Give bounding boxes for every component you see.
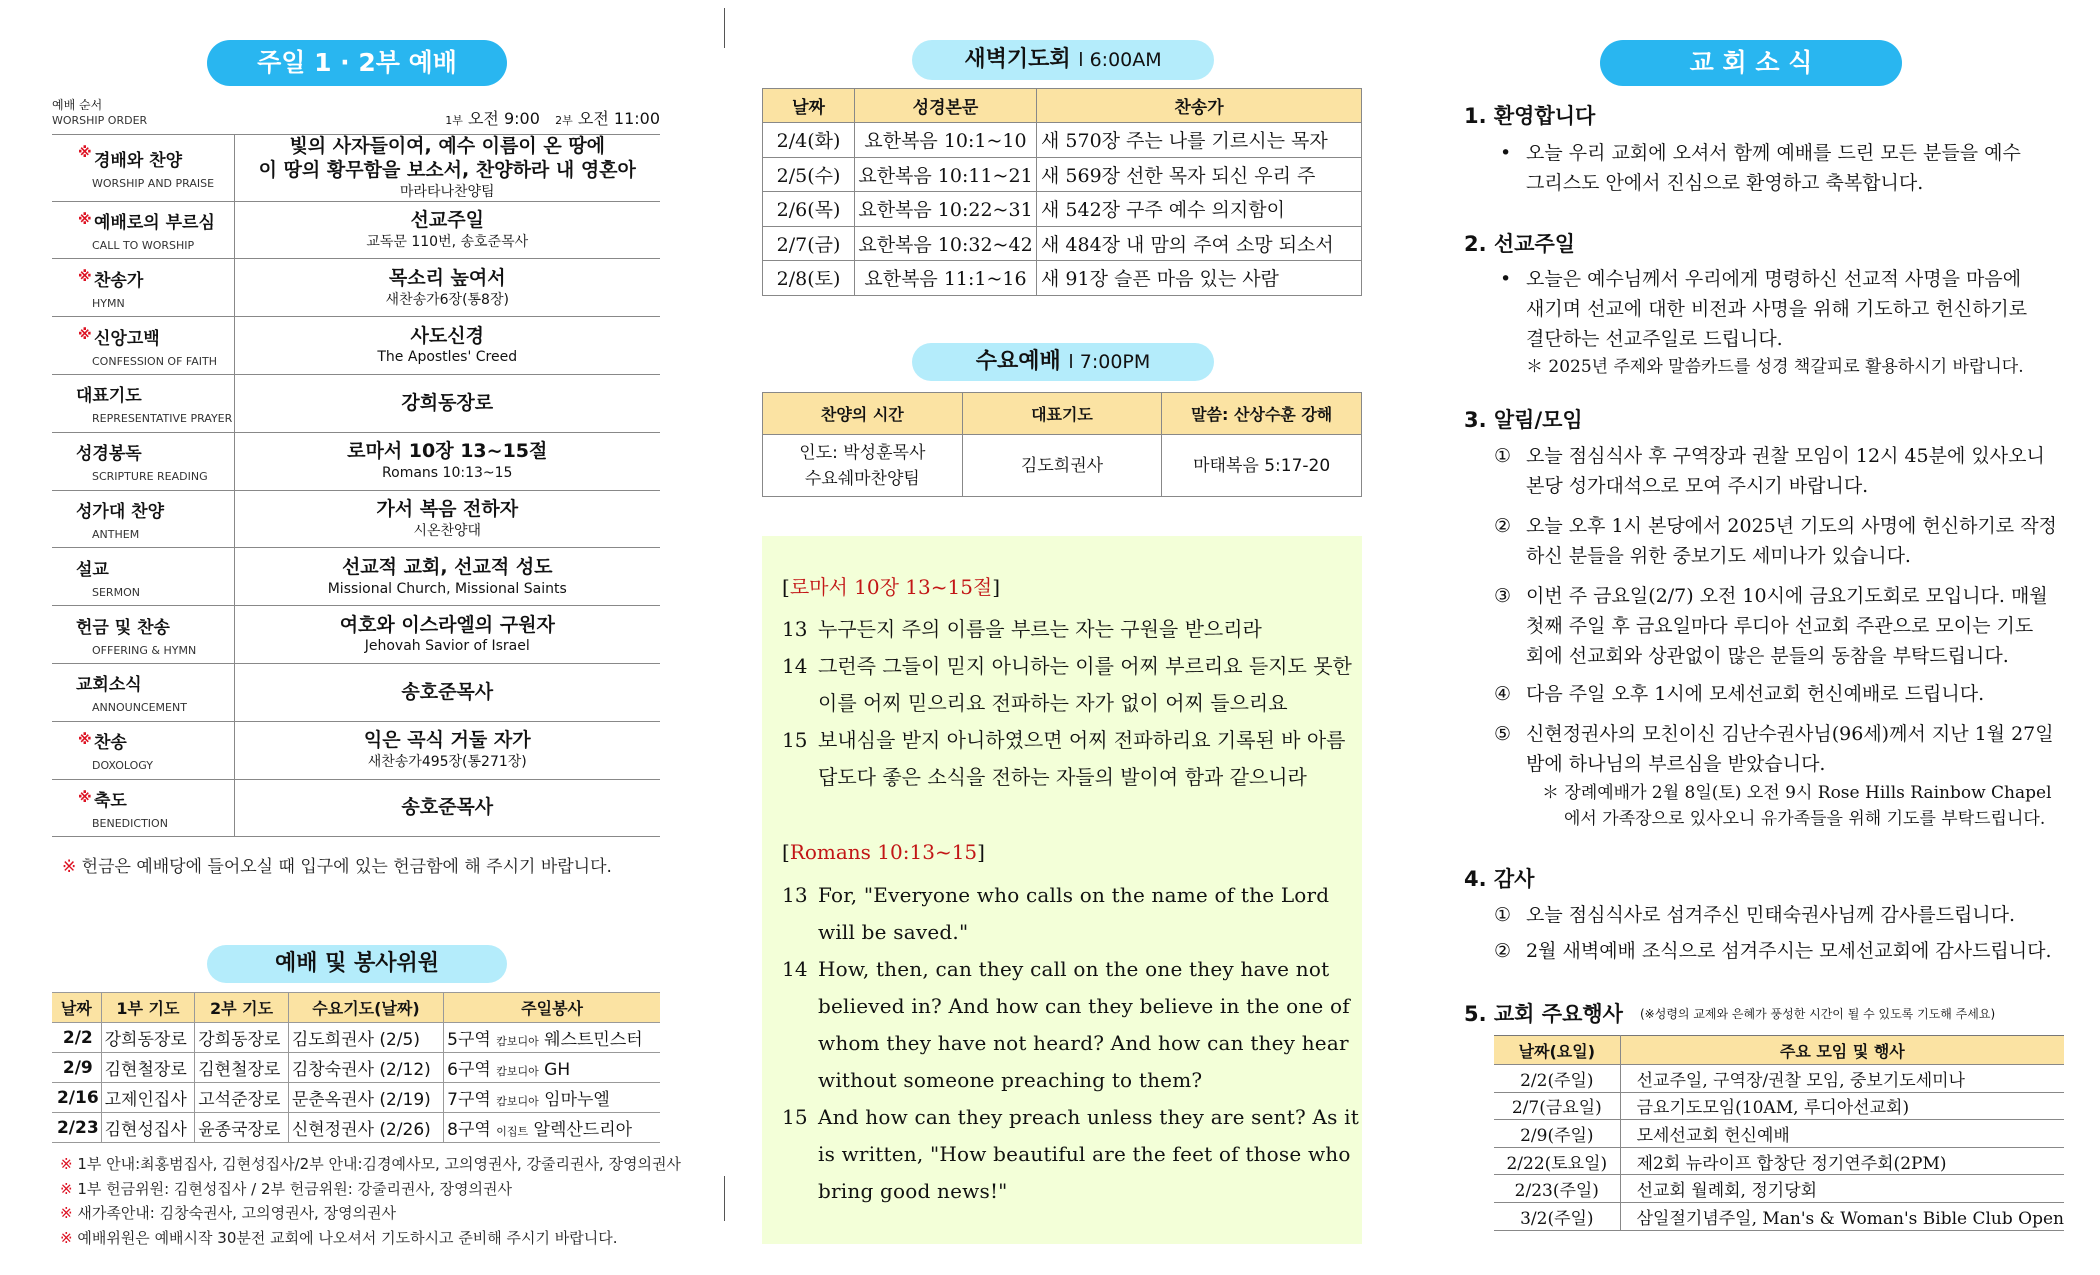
verse-text: 이를 어찌 믿으리요 전파하는 자가 없이 어찌 들으리요 xyxy=(818,691,1288,715)
table-row xyxy=(52,1023,660,1053)
order-content xyxy=(234,375,660,433)
cell-service xyxy=(444,1053,660,1083)
cell-wed-prayer: 김창숙권사 (2/12) xyxy=(288,1053,443,1083)
kr-reference xyxy=(782,571,1000,600)
column-header: 찬양의 시간 xyxy=(763,393,963,435)
cell-event: 선교회 월례회, 정기당회 xyxy=(1620,1175,2064,1203)
order-label-en: ANNOUNCEMENT xyxy=(92,701,187,715)
table-row xyxy=(763,261,1362,296)
item-number: ③ xyxy=(1494,585,1512,607)
verse-text: whom they have not heard? And how can they hear xyxy=(818,1031,1349,1055)
order-row xyxy=(52,135,660,202)
order-label xyxy=(52,490,234,548)
worship-order-table xyxy=(52,134,660,837)
order-label-kr: 예배로의 부르심 xyxy=(94,213,215,234)
column-header: 날짜(요일) xyxy=(1494,1036,1620,1065)
cell-prayer2: 고석준장로 xyxy=(195,1083,289,1113)
order-sub: The Apostles' Creed xyxy=(377,349,518,366)
order-row xyxy=(52,375,660,433)
service-zone: 8구역 xyxy=(447,1120,497,1140)
service-mission: 웨스트민스터 xyxy=(538,1030,643,1050)
news-line: 첫째 주일 후 금요일마다 루디아 선교회 주관으로 모이는 기도 xyxy=(1526,615,2034,637)
section-heading: 2. 선교주일 xyxy=(1464,232,1576,256)
verse-line xyxy=(782,613,1262,642)
column-header: 주요 모임 및 행사 xyxy=(1620,1036,2064,1065)
order-label-kr: 헌금 및 찬송 xyxy=(76,617,170,638)
order-label xyxy=(52,135,234,202)
section-heading: 4. 감사 xyxy=(1464,867,1535,891)
table-row xyxy=(1494,1147,2064,1175)
wednesday-service-title: 수요예배 l 7:00PM xyxy=(912,343,1214,381)
note-mark: ※ xyxy=(60,1179,73,1198)
column-header: 2부 기도 xyxy=(195,993,289,1023)
cell-date: 2/4(화) xyxy=(763,123,855,158)
news-line: 오늘 점심식사 후 구역장과 권찰 모임이 12시 45분에 있사오니 xyxy=(1526,445,2045,467)
news-line: 이번 주 금요일(2/7) 오전 10시에 금요기도회로 모입니다. 매월 xyxy=(1526,585,2048,607)
order-label-en: SERMON xyxy=(92,585,140,599)
service-country: 캄보디아 xyxy=(496,1095,539,1108)
note-text: 1부 헌금위원: 김현성집사 / 2부 헌금위원: 강줄리권사, 장영의권사 xyxy=(72,1179,512,1198)
cell-wed-prayer: 신현정권사 (2/26) xyxy=(288,1113,443,1143)
cell-event: 선교주일, 구역장/권찰 모임, 중보기도세미나 xyxy=(1620,1065,2064,1093)
cell-wed-prayer: 문춘옥권사 (2/19) xyxy=(288,1083,443,1113)
service-country: 이집트 xyxy=(496,1125,529,1138)
committee-note xyxy=(60,1226,681,1251)
events-table xyxy=(1494,1035,2064,1231)
worship-title: 주일 1 · 2부 예배 xyxy=(207,40,507,86)
committee-title: 예배 및 봉사위원 xyxy=(207,945,507,983)
order-label-en: HYMN xyxy=(92,296,125,310)
section-subnote: (※성령의 교제와 은혜가 풍성한 시간이 될 수 있도록 기도해 주세요) xyxy=(1640,1007,1996,1021)
ref-text: Romans 10:13~15 xyxy=(789,840,978,864)
table-row xyxy=(1494,1175,2064,1203)
order-main: 강희동장로 xyxy=(401,391,494,414)
note-text: 새가족안내: 김창숙권사, 고의영권사, 장영의권사 xyxy=(72,1204,397,1222)
cell-date: 2/7(금) xyxy=(763,226,855,261)
table-row xyxy=(1494,1065,2064,1093)
section-heading: 5. 교회 주요행사 xyxy=(1464,1002,1623,1026)
column-header: 날짜 xyxy=(52,993,101,1023)
column-header: 성경본문 xyxy=(855,89,1037,123)
cell-date: 2/16 xyxy=(52,1083,101,1113)
order-main: 빛의 사자들이여, 예수 이름이 온 땅에 xyxy=(289,135,606,157)
order-label-en: REPRESENTATIVE PRAYER xyxy=(92,412,233,426)
order-label-kr: 설교 xyxy=(76,559,109,580)
order-label-en: CALL TO WORSHIP xyxy=(92,239,195,253)
order-sub: 시온찬양대 xyxy=(413,522,482,539)
section-heading: 1. 환영합니다 xyxy=(1464,104,1596,128)
column-header: 1부 기도 xyxy=(101,993,195,1023)
wed-praise: 인도: 박성훈목사 수요쉐마찬양팀 xyxy=(763,435,963,497)
order-main: 익은 곡식 거둘 자가 xyxy=(363,729,531,752)
cell-text: 요한복음 10:1~10 xyxy=(855,123,1037,158)
verse-line xyxy=(782,920,968,944)
note-mark: ※ xyxy=(60,1204,73,1222)
table-row xyxy=(52,1113,660,1143)
order-label xyxy=(52,259,234,317)
order-label-kr: 축도 xyxy=(94,791,127,812)
verse-line xyxy=(782,1105,1359,1129)
order-content xyxy=(234,606,660,664)
bullet: • xyxy=(1500,142,1512,164)
column-separator-bottom xyxy=(724,1176,725,1221)
verse-text: without someone preaching to them? xyxy=(818,1068,1203,1092)
order-label xyxy=(52,432,234,490)
verse-line xyxy=(782,650,1352,679)
order-main: 목소리 높여서 xyxy=(388,266,506,289)
cell-date: 3/2(주일) xyxy=(1494,1202,1620,1230)
verse-text: is written, "How beautiful are the feet of those who xyxy=(818,1142,1351,1166)
star-mark: ※ xyxy=(78,269,92,286)
cell-hymn: 새 570장 주는 나를 기르시는 목자 xyxy=(1037,123,1362,158)
service-country: 캄보디아 xyxy=(496,1065,539,1078)
offering-note: ※ 헌금은 예배당에 들어오실 때 입구에 있는 헌금함에 해 주시기 바랍니다. xyxy=(62,857,612,877)
cell-prayer1: 김현성집사 xyxy=(101,1113,195,1143)
order-label xyxy=(52,375,234,433)
order-content xyxy=(234,664,660,722)
order-main: 선교주일 xyxy=(410,209,484,232)
cell-text: 요한복음 11:1~16 xyxy=(855,261,1037,296)
news-line: 오늘 오후 1시 본당에서 2025년 기도의 사명에 헌신하기로 작정 xyxy=(1526,515,2057,537)
news-line: 회에 선교회와 상관없이 많은 분들의 동참을 부탁드립니다. xyxy=(1526,645,2009,667)
order-content xyxy=(234,201,660,259)
cell-text: 요한복음 10:22~31 xyxy=(855,192,1037,227)
order-row xyxy=(52,664,660,722)
verse-line xyxy=(782,687,1288,716)
table-row xyxy=(763,157,1362,192)
verse-line xyxy=(782,724,1346,753)
news-note: 에서 가족장으로 있사오니 유가족들을 위해 기도를 부탁드립니다. xyxy=(1564,809,2046,829)
cell-date: 2/8(토) xyxy=(763,261,855,296)
dawn-prayer-table xyxy=(762,88,1362,296)
order-label-kr: 신앙고백 xyxy=(94,328,160,349)
verse-line xyxy=(782,1068,1202,1092)
order-label-en: WORSHIP ORDER xyxy=(52,114,148,127)
cell-service xyxy=(444,1113,660,1143)
cell-date: 2/7(금요일) xyxy=(1494,1092,1620,1120)
order-main: 이 땅의 황무함을 보소서, 찬양하라 내 영혼아 xyxy=(258,158,636,181)
column-header: 수요기도(날짜) xyxy=(288,993,443,1023)
verse-text: And how can they preach unless they are sent? As it xyxy=(818,1105,1359,1129)
verse-line xyxy=(782,1179,1008,1203)
order-label xyxy=(52,664,234,722)
cell-prayer1: 강희동장로 xyxy=(101,1023,195,1053)
order-label-kr: 경배와 찬양 xyxy=(94,150,183,171)
cell-prayer2: 윤종국장로 xyxy=(195,1113,289,1143)
verse-line xyxy=(782,761,1307,790)
order-row xyxy=(52,779,660,837)
column-header: 찬송가 xyxy=(1037,89,1362,123)
table-row xyxy=(1494,1092,2064,1120)
item-number: ① xyxy=(1494,445,1512,467)
verse-text: bring good news!" xyxy=(818,1179,1008,1203)
star-mark: ※ xyxy=(78,327,92,344)
order-label xyxy=(52,779,234,837)
verse-text: 답도다 좋은 소식을 전하는 자들의 발이여 함과 같으니라 xyxy=(818,765,1307,789)
cell-prayer2: 강희동장로 xyxy=(195,1023,289,1053)
news-line: 신현정권사의 모친이신 김난수권사님(96세)께서 지난 1월 27일 xyxy=(1526,723,2054,745)
verse-line xyxy=(782,994,1350,1018)
ref-bracket: [ xyxy=(782,840,790,864)
verse-number: 14 xyxy=(782,654,808,678)
order-label-kr: 성가대 찬양 xyxy=(76,502,165,523)
verse-number: 15 xyxy=(782,1105,808,1129)
committee-note xyxy=(60,1201,681,1226)
column-header: 대표기도 xyxy=(962,393,1162,435)
order-sub: 교독문 110번, 송호준목사 xyxy=(366,233,529,250)
item-number: ② xyxy=(1494,940,1512,962)
committee-note xyxy=(60,1152,681,1177)
verse-number: 13 xyxy=(782,883,808,907)
order-label xyxy=(52,201,234,259)
news-line: 밤에 하나님의 부르심을 받았습니다. xyxy=(1526,753,1826,775)
order-main: 송호준목사 xyxy=(401,680,494,703)
verse-line xyxy=(782,883,1329,907)
cell-text: 요한복음 10:32~42 xyxy=(855,226,1037,261)
order-main: 가서 복음 전하자 xyxy=(376,498,519,521)
news-line: 2월 새벽예배 조식으로 섬겨주시는 모세선교회에 감사드립니다. xyxy=(1526,940,2052,962)
cell-prayer1: 고제인집사 xyxy=(101,1083,195,1113)
order-label-kr: 대표기도 xyxy=(76,386,142,407)
order-label-en: DOXOLOGY xyxy=(92,759,154,773)
order-sub: Romans 10:13~15 xyxy=(382,465,513,482)
worship-order-header xyxy=(52,92,660,134)
cell-date: 2/6(목) xyxy=(763,192,855,227)
table-row xyxy=(763,226,1362,261)
committee-table xyxy=(52,992,660,1143)
order-content xyxy=(234,721,660,779)
verse-text: 누구든지 주의 이름을 부르는 자는 구원을 받으리라 xyxy=(818,617,1262,641)
verse-line xyxy=(782,1031,1349,1055)
wed-word: 마태복음 5:17-20 xyxy=(1162,435,1362,497)
order-content xyxy=(234,259,660,317)
news-note: ＊ 장례예배가 2월 8일(토) 오전 9시 Rose Hills Rainbow Chapel xyxy=(1542,783,2052,803)
committee-notes xyxy=(60,1152,681,1250)
cell-event: 모세선교회 헌신예배 xyxy=(1620,1120,2064,1148)
item-number: ② xyxy=(1494,515,1512,537)
news-line: 하신 분들을 위한 중보기도 세미나가 있습니다. xyxy=(1526,545,1911,567)
verse-number: 13 xyxy=(782,617,808,641)
news-line: 오늘 우리 교회에 오셔서 함께 예배를 드린 모든 분들을 예수 xyxy=(1526,142,2021,164)
news-line: 그리스도 안에서 진심으로 환영하고 축복합니다. xyxy=(1526,172,1924,194)
cell-wed-prayer: 김도희권사 (2/5) xyxy=(288,1023,443,1053)
verse-text: 그런즉 그들이 믿지 아니하는 이를 어찌 부르리요 듣지도 못한 xyxy=(818,654,1352,678)
cell-hymn: 새 569장 선한 목자 되신 우리 주 xyxy=(1037,157,1362,192)
cell-hymn: 새 91장 슬픈 마음 있는 사람 xyxy=(1037,261,1362,296)
order-label xyxy=(52,721,234,779)
news-line: 오늘 점심식사로 섬겨주신 민태숙권사님께 감사를드립니다. xyxy=(1526,904,2016,926)
order-sub: 마라타나찬양팀 xyxy=(399,183,495,200)
cell-date: 2/2(주일) xyxy=(1494,1065,1620,1093)
order-label-kr: 찬송가 xyxy=(94,270,144,291)
bullet: • xyxy=(1500,268,1512,290)
table-row xyxy=(52,1053,660,1083)
service-mission: 알렉산드리아 xyxy=(528,1120,633,1140)
order-row xyxy=(52,201,660,259)
service-country: 캄보디아 xyxy=(496,1035,539,1048)
service-zone: 5구역 xyxy=(447,1030,497,1050)
order-label-en: ANTHEM xyxy=(92,528,140,542)
order-row xyxy=(52,606,660,664)
cell-date: 2/9 xyxy=(52,1053,101,1083)
order-main: 선교적 교회, 선교적 성도 xyxy=(341,555,553,578)
news-line: 본당 성가대석으로 모여 주시기 바랍니다. xyxy=(1526,475,1869,497)
ref-bracket: ] xyxy=(977,840,985,864)
order-label-kr: 교회소식 xyxy=(76,675,142,696)
news-line: 새기며 선교에 대한 비전과 사명을 위해 기도하고 헌신하기로 xyxy=(1526,298,2028,320)
note-mark: ※ xyxy=(60,1155,73,1173)
order-label xyxy=(52,606,234,664)
order-sub: 새찬송가495장(통271장) xyxy=(367,754,527,771)
item-number: ⑤ xyxy=(1494,723,1512,745)
cell-hymn: 새 484장 내 맘의 주여 소망 되소서 xyxy=(1037,226,1362,261)
section-heading: 3. 알림/모임 xyxy=(1464,408,1583,432)
note-text: 1부 안내:최홍범집사, 김현성집사/2부 안내:김경예사모, 고의영권사, 강줄리권사, 장영의권사 xyxy=(72,1155,681,1173)
order-label-kr: 예배 순서 xyxy=(52,98,103,112)
news-line: 결단하는 선교주일로 드립니다. xyxy=(1526,328,1783,350)
verse-text: For, "Everyone who calls on the name of the Lord xyxy=(818,883,1330,907)
service-mission: GH xyxy=(538,1060,571,1080)
order-label-en: CONFESSION OF FAITH xyxy=(92,354,217,368)
order-row xyxy=(52,432,660,490)
cell-prayer1: 김현철장로 xyxy=(101,1053,195,1083)
item-number: ④ xyxy=(1494,683,1512,705)
column-separator-top xyxy=(724,8,725,48)
order-content xyxy=(234,432,660,490)
cell-date: 2/22(토요일) xyxy=(1494,1147,1620,1175)
table-row xyxy=(1494,1120,2064,1148)
order-label-en: OFFERING & HYMN xyxy=(92,643,197,657)
cell-service xyxy=(444,1083,660,1113)
verse-number: 15 xyxy=(782,728,808,752)
order-content xyxy=(234,317,660,375)
order-main: 여호와 이스라엘의 구원자 xyxy=(339,613,555,636)
news-line: 오늘은 예수님께서 우리에게 명령하신 선교적 사명을 마음에 xyxy=(1526,268,2022,290)
star-mark: ※ xyxy=(78,145,92,161)
order-label-en: WORSHIP AND PRAISE xyxy=(92,176,215,190)
star-mark: ※ xyxy=(78,211,92,228)
service-times: 1부 오전 9:00 2부 오전 11:00 xyxy=(445,109,660,128)
verse-text: How, then, can they call on the one they have not xyxy=(818,957,1330,981)
verse-line xyxy=(782,957,1329,981)
table-row xyxy=(52,1083,660,1113)
cell-text: 요한복음 10:11~21 xyxy=(855,157,1037,192)
order-label-kr: 찬송 xyxy=(94,733,127,754)
ref-bracket: ] xyxy=(992,575,1001,599)
cell-event: 제2회 뉴라이프 합창단 정기연주회(2PM) xyxy=(1620,1147,2064,1175)
item-number: ① xyxy=(1494,904,1512,926)
order-row xyxy=(52,490,660,548)
table-row xyxy=(763,123,1362,158)
order-content xyxy=(234,548,660,606)
en-reference xyxy=(782,840,985,864)
church-news-title: 교 회 소 식 xyxy=(1600,40,1902,86)
order-main: 사도신경 xyxy=(410,324,484,347)
cell-event: 삼일절기념주일, Man's & Woman's Bible Club Open xyxy=(1620,1202,2064,1230)
cell-date: 2/23 xyxy=(52,1113,101,1143)
order-row xyxy=(52,548,660,606)
verse-text: 보내심을 받지 아니하였으면 어찌 전파하리요 기록된 바 아름 xyxy=(818,728,1346,752)
verse-text: believed in? And how can they believe in the one of xyxy=(818,994,1350,1018)
table-row xyxy=(763,192,1362,227)
column-header: 주일봉사 xyxy=(444,993,660,1023)
service-mission: 임마누엘 xyxy=(538,1090,610,1110)
order-content xyxy=(234,135,660,202)
committee-note xyxy=(60,1177,681,1202)
order-label-en: SCRIPTURE READING xyxy=(92,470,208,484)
order-sub: Missional Church, Missional Saints xyxy=(327,580,567,597)
wednesday-service-table xyxy=(762,392,1362,497)
order-label xyxy=(52,317,234,375)
news-line: 다음 주일 오후 1시에 모세선교회 헌신예배로 드립니다. xyxy=(1526,683,1985,705)
note-mark: ※ xyxy=(60,1228,73,1247)
order-main: 송호준목사 xyxy=(401,796,494,819)
verse-line xyxy=(782,1142,1351,1166)
news-note: ＊ 2025년 주제와 말씀카드를 성경 책갈피로 활용하시기 바랍니다. xyxy=(1526,357,2024,377)
cell-service xyxy=(444,1023,660,1053)
ref-text: 로마서 10장 13~15절 xyxy=(789,575,993,599)
column-header: 말씀: 산상수훈 강해 xyxy=(1162,393,1362,435)
order-row xyxy=(52,259,660,317)
order-content xyxy=(234,779,660,837)
order-sub: 새찬송가6장(통8장) xyxy=(385,291,509,308)
cell-date: 2/23(주일) xyxy=(1494,1175,1620,1203)
service-zone: 6구역 xyxy=(447,1060,497,1080)
note-text: 예배위원은 예배시작 30분전 교회에 나오셔서 기도하시고 준비해 주시기 바랍니다. xyxy=(72,1228,618,1247)
cell-prayer2: 김현철장로 xyxy=(195,1053,289,1083)
order-label xyxy=(52,548,234,606)
star-mark: ※ xyxy=(78,789,92,806)
order-label-en: BENEDICTION xyxy=(92,817,168,831)
order-sub: Jehovah Savior of Israel xyxy=(364,638,530,655)
cell-date: 2/9(주일) xyxy=(1494,1120,1620,1148)
order-label-kr: 성경봉독 xyxy=(76,444,142,465)
order-main: 로마서 10장 13~15절 xyxy=(347,440,548,463)
verse-text: will be saved." xyxy=(818,920,969,944)
service-zone: 7구역 xyxy=(447,1090,497,1110)
order-row xyxy=(52,317,660,375)
cell-date: 2/2 xyxy=(52,1023,101,1053)
wed-prayer: 김도희권사 xyxy=(962,435,1162,497)
order-row xyxy=(52,721,660,779)
table-row xyxy=(1494,1202,2064,1230)
cell-event: 금요기도모임(10AM, 루디아선교회) xyxy=(1620,1092,2064,1120)
cell-date: 2/5(수) xyxy=(763,157,855,192)
ref-bracket: [ xyxy=(782,575,790,599)
column-header: 날짜 xyxy=(763,89,855,123)
order-content xyxy=(234,490,660,548)
verse-number: 14 xyxy=(782,957,808,981)
star-mark: ※ xyxy=(78,731,92,748)
cell-hymn: 새 542장 구주 예수 의지함이 xyxy=(1037,192,1362,227)
dawn-prayer-title: 새벽기도회 l 6:00AM xyxy=(912,40,1214,80)
